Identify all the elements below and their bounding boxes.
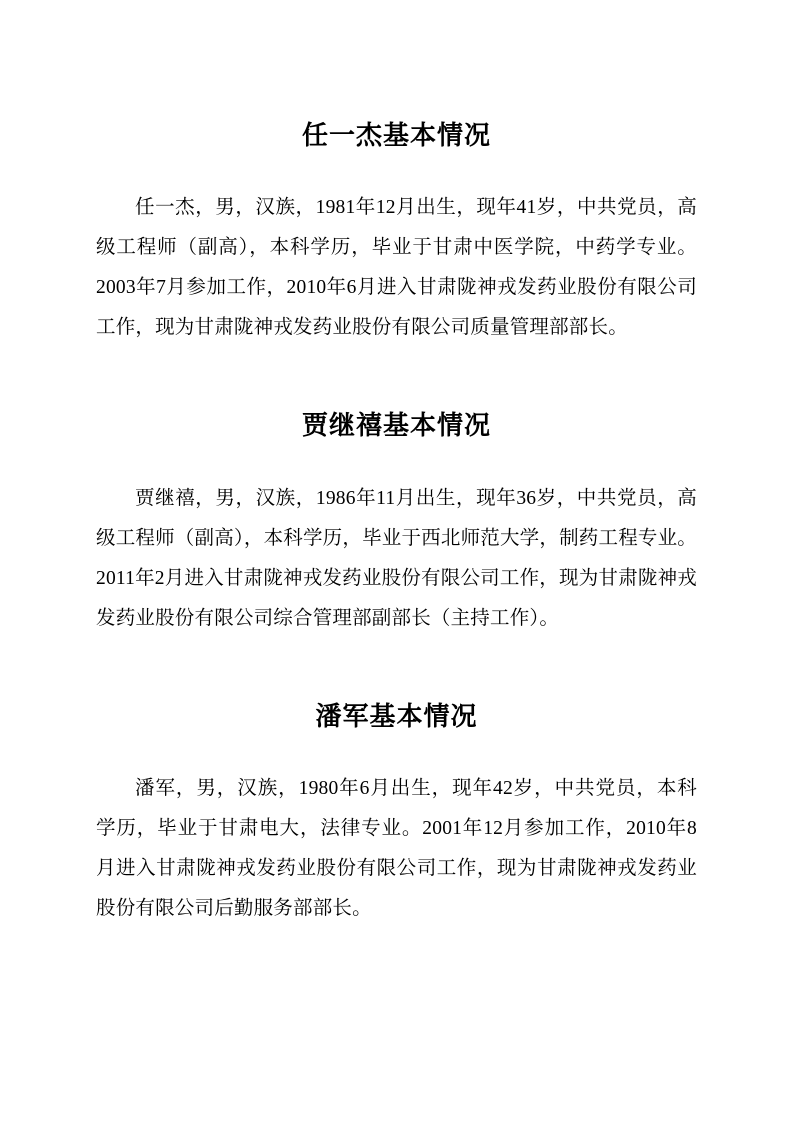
profile-section-1 <box>96 118 697 348</box>
section-body-jia-jixi: 贾继禧，男，汉族，1986年11月出生，现年36岁，中共党员，高级工程师（副高），本科学历，毕业于西北师范大学，制药工程专业。2011年2月进入甘肃陇神戎发药业股份有限公司工作，现为甘肃陇神戎发药业股份有限公司综合管理部副部长（主持工作）。 <box>96 487 697 629</box>
section-title-jia-jixi: 贾继禧基本情况 <box>301 411 491 442</box>
section-body-pan-jun: 潘军，男，汉族，1980年6月出生，现年42岁，中共党员，本科学历，毕业于甘肃电大，法律专业。2001年12月参加工作，2010年8月进入甘肃陇神戎发药业股份有限公司工作，现为甘肃陇神戎发药业股份有限公司后勤服务部部长。 <box>96 777 697 919</box>
profile-section-2 <box>96 408 697 638</box>
profile-section-3 <box>96 699 697 929</box>
section-title-ren-yijie: 任一杰基本情况 <box>301 121 491 151</box>
section-body-ren-yijie: 任一杰，男，汉族，1981年12月出生，现年41岁，中共党员，高级工程师（副高），本科学历，毕业于甘肃中医学院，中药学专业。2003年7月参加工作，2010年6月进入甘肃陇神戎发药业股份有限公司工作，现为甘肃陇神戎发药业股份有限公司质量管理部部长。 <box>96 197 697 339</box>
section-title-pan-jun: 潘军基本情况 <box>315 701 478 732</box>
